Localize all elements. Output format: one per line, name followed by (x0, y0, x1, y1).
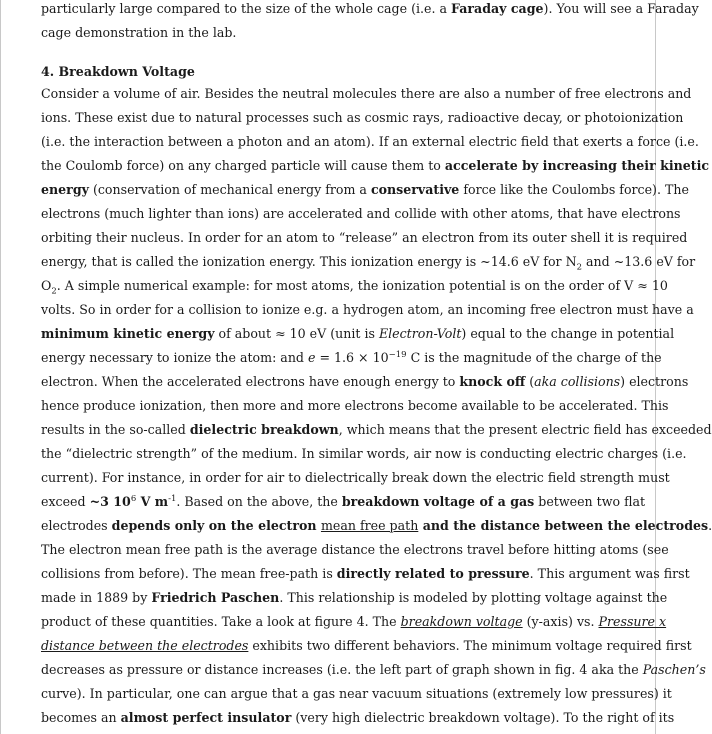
pressure-distance-term: Pressure x (598, 614, 667, 629)
text-line: particularly large compared to the size of the whole cage (i.e. a Faraday cage). You will see a Faraday (41, 1, 699, 16)
breakdown-voltage-paragraph (41, 82, 712, 730)
text-line: ions. These exist due to natural processes such as cosmic rays, radioactive decay, or photoionization (41, 110, 684, 125)
text-line: electron. When the accelerated electrons have enough energy to knock off (aka collisions) electrons (41, 374, 689, 389)
faraday-cage-term: Faraday cage (451, 1, 544, 16)
text-line: volts. So in order for a collision to ionize e.g. a hydrogen atom, an incoming free electron must have a (41, 302, 694, 317)
text-line: Consider a volume of air. Besides the neutral molecules there are also a number of free electrons and (41, 86, 692, 101)
text-line: energy, that is called the ionization energy. This ionization energy is ~14.6 eV for $N_2$ and ~13.6 eV for (41, 254, 696, 273)
breakdown-voltage-term: breakdown voltage (400, 614, 523, 629)
text-line: $O_2$. A simple numerical example: for most atoms, the ionization potential is on the order of V ≈ 10 (41, 278, 668, 297)
text-line: becomes an almost perfect insulator (very high dielectric breakdown voltage). To the right of its (41, 710, 675, 725)
text-line: results in the so-called dielectric breakdown, which means that the present electric field has exceeded (41, 422, 712, 437)
text-line: curve). In particular, one can argue that a gas near vacuum situations (extremely low pressures) it (41, 686, 672, 701)
mean-free-path-term: mean free path (320, 518, 419, 533)
text-line: energy (conservation of mechanical energy from a conservative force like the Coulombs force). The (41, 182, 689, 197)
text-line: electrodes depends only on the electron mean free path and the distance between the electrodes. (41, 518, 712, 533)
text-line: collisions from before). The mean free-path is directly related to pressure. This argument was first (41, 566, 690, 581)
text-line: cage demonstration in the lab. (41, 25, 237, 40)
section-heading: 4. Breakdown Voltage (41, 64, 195, 79)
text-line: The electron mean free path is the average distance the electrons travel before hitting atoms (see (41, 542, 669, 557)
text-line: exceed ~3 $10^6$ V $m^{-1}$. Based on the above, the breakdown voltage of a gas between two flat (41, 493, 646, 509)
text-line: current). For instance, in order for air to dielectrically break down the electric field strength must (41, 470, 670, 485)
intro-text (41, 0, 699, 45)
text-line: distance between the electrodes exhibits two different behaviors. The minimum voltage required first (41, 638, 692, 653)
text-line: the “dielectric strength” of the medium. In similar words, air now is conducting electric charges (i.e. (41, 446, 687, 461)
text-line: minimum kinetic energy of about ≈ 10 eV (unit is Electron-Volt) equal to the change in potential (41, 326, 675, 341)
text-line: the Coulomb force) on any charged particle will cause them to accelerate by increasing their kinetic (41, 158, 710, 173)
electrode-distance-term: distance between the electrodes (41, 638, 249, 653)
text-line: made in 1889 by Friedrich Paschen. This relationship is modeled by plotting voltage against the (41, 590, 668, 605)
text-line: energy necessary to ionize the atom: and $e = 1.6 \times 10^{-19}$ C is the magnitude of the charge of the (41, 349, 662, 365)
text-line: (i.e. the interaction between a photon and an atom). If an external electric field that exerts a force (i.e. (41, 134, 699, 149)
text-line: hence produce ionization, then more and more electrons become available to be accelerated. This (41, 398, 669, 413)
text-line: decreases as pressure or distance increases (i.e. the left part of graph shown in fig. 4 aka the Paschen’s (41, 662, 706, 677)
text-line: product of these quantities. Take a look at figure 4. The breakdown voltage (y-axis) vs. Pressure x (41, 614, 667, 629)
text-line: electrons (much lighter than ions) are accelerated and collide with other atoms, that have electrons (41, 206, 681, 221)
text-line: orbiting their nucleus. In order for an atom to “release” an electron from its outer shell it is required (41, 230, 688, 245)
